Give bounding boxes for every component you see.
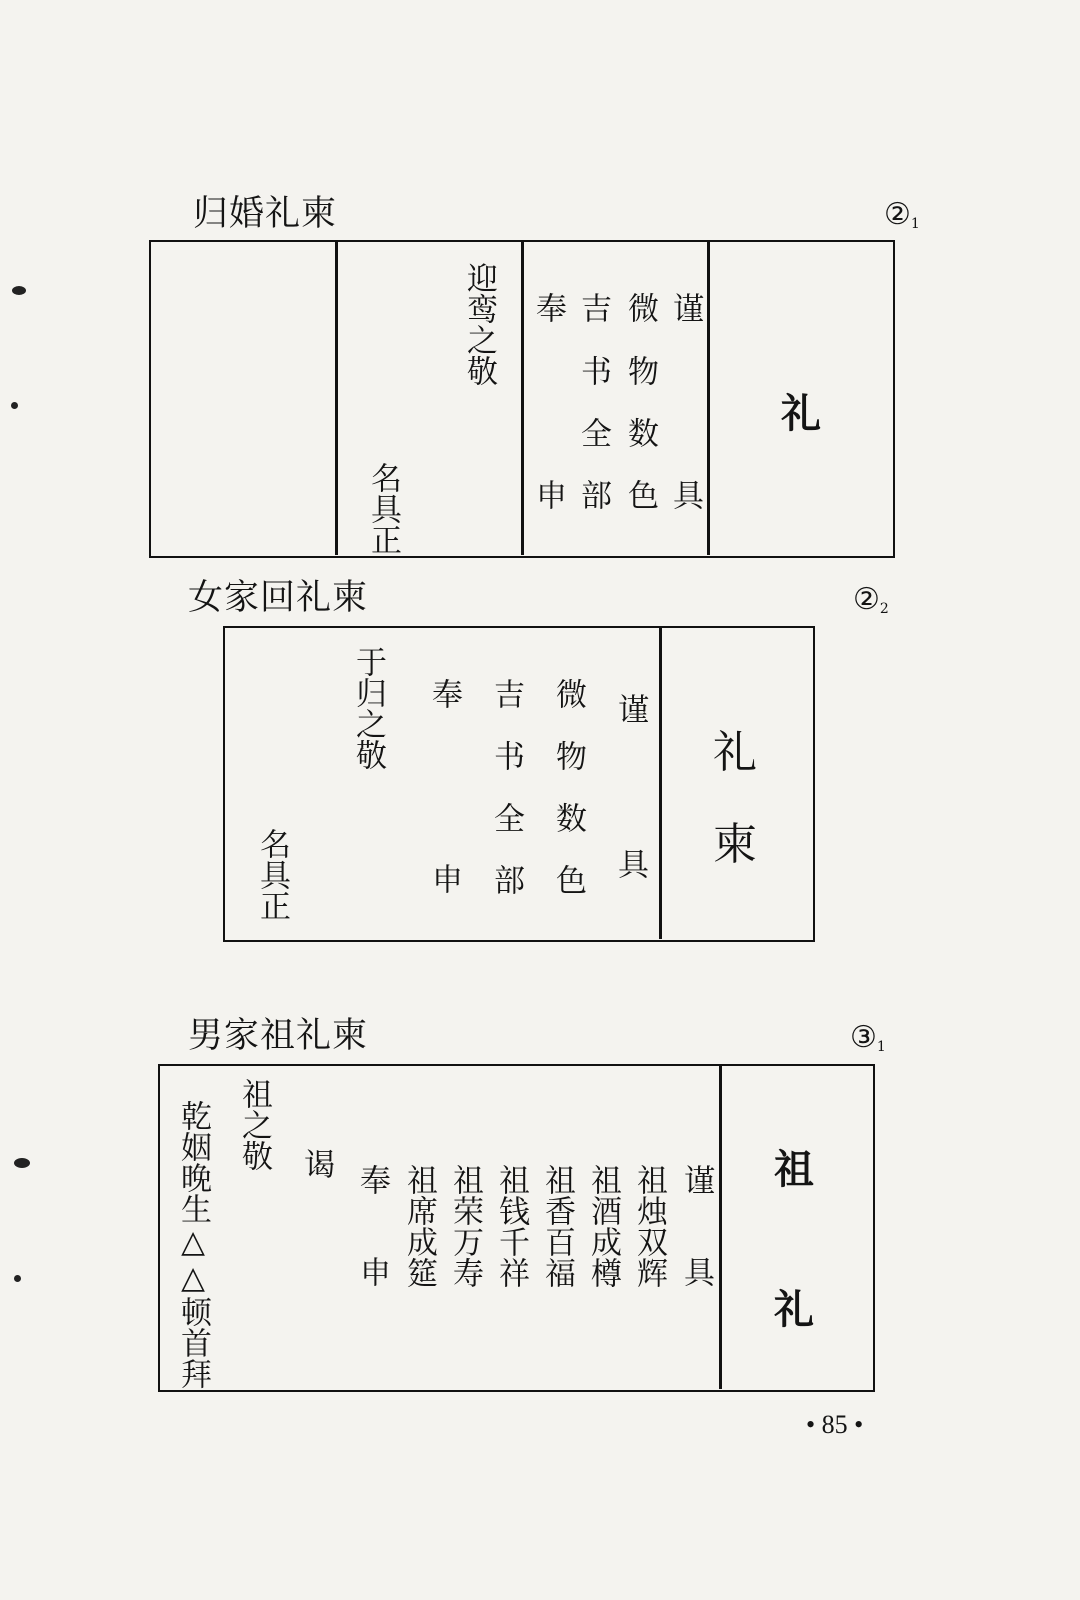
form1-signature: 名具正 [365,462,401,555]
form3-col-ju: 具 [678,1256,714,1287]
form3-col-shen: 申 [354,1256,390,1287]
form2-marker: $②_2$ [853,582,889,617]
form3-title-top: 祖 [774,1146,814,1193]
form1-divider [335,242,338,555]
form1-col-wei: 微 [622,292,658,323]
form1-heading: 归婚礼柬 [193,194,338,234]
form3-col-feng: 奉 [354,1164,390,1195]
scan-speck [12,286,26,295]
form2-col-ji: 吉书全部 [488,678,524,926]
form3-marker: $③_1$ [850,1020,886,1055]
form1-col-ji: 吉 [575,292,611,323]
scan-speck [14,1275,21,1282]
form2-col-feng: 奉 [426,678,462,709]
form2-card [223,626,815,942]
form2-heading: 女家回礼柬 [188,578,369,618]
form3-signature: 乾姻晚生△△顿首拜 [175,1100,211,1389]
form3-ye: 谒 [298,1148,334,1179]
form1-col-ji-rest: 书全部 [575,355,611,541]
form1-col-shen: 申 [530,479,566,510]
form2-divider [659,628,662,939]
scan-speck [11,402,18,409]
form3-heading: 男家祖礼柬 [188,1016,369,1056]
form3-blessing: 祖钱千祥 [493,1164,529,1288]
page-number: • 85 • [806,1410,864,1439]
form3-blessing: 祖烛双辉 [631,1164,667,1288]
form3-blessing: 祖酒成樽 [585,1164,621,1288]
form3-blessing: 祖香百福 [539,1164,575,1288]
form2-title-bottom: 柬 [713,819,757,870]
form2-occasion-text: 于归之敬 [350,646,386,770]
form2-col-shen: 申 [426,863,462,894]
form3-col-jin: 谨 [678,1164,714,1195]
form2-signature: 名具正 [254,828,290,921]
form1-marker: $②_1$ [884,197,920,232]
form3-blessing: 祖席成筵 [401,1164,437,1288]
scan-speck [14,1158,30,1168]
form2-title-top: 礼 [713,727,757,778]
form3-divider [719,1066,722,1389]
form3-title-bottom: 礼 [774,1286,814,1333]
form1-divider [521,242,524,555]
form2-col-jin: 谨 [612,693,648,724]
form1-title: 礼 [781,390,821,437]
form1-occasion-text: 迎鸾之敬 [461,262,497,386]
form1-col-wei-rest: 物数色 [622,355,658,541]
form2-col-wei: 微物数色 [550,678,586,926]
form1-divider [707,242,710,555]
form1-col-jin: 谨 [667,292,703,323]
form1-card [149,240,895,558]
form1-col-feng: 奉 [530,292,566,323]
form3-occasion-text: 祖之敬 [236,1078,272,1171]
form2-col-ju: 具 [612,848,648,879]
form1-col-ju: 具 [667,479,703,510]
form3-blessing: 祖荣万寿 [447,1164,483,1288]
form3-card [158,1064,875,1392]
